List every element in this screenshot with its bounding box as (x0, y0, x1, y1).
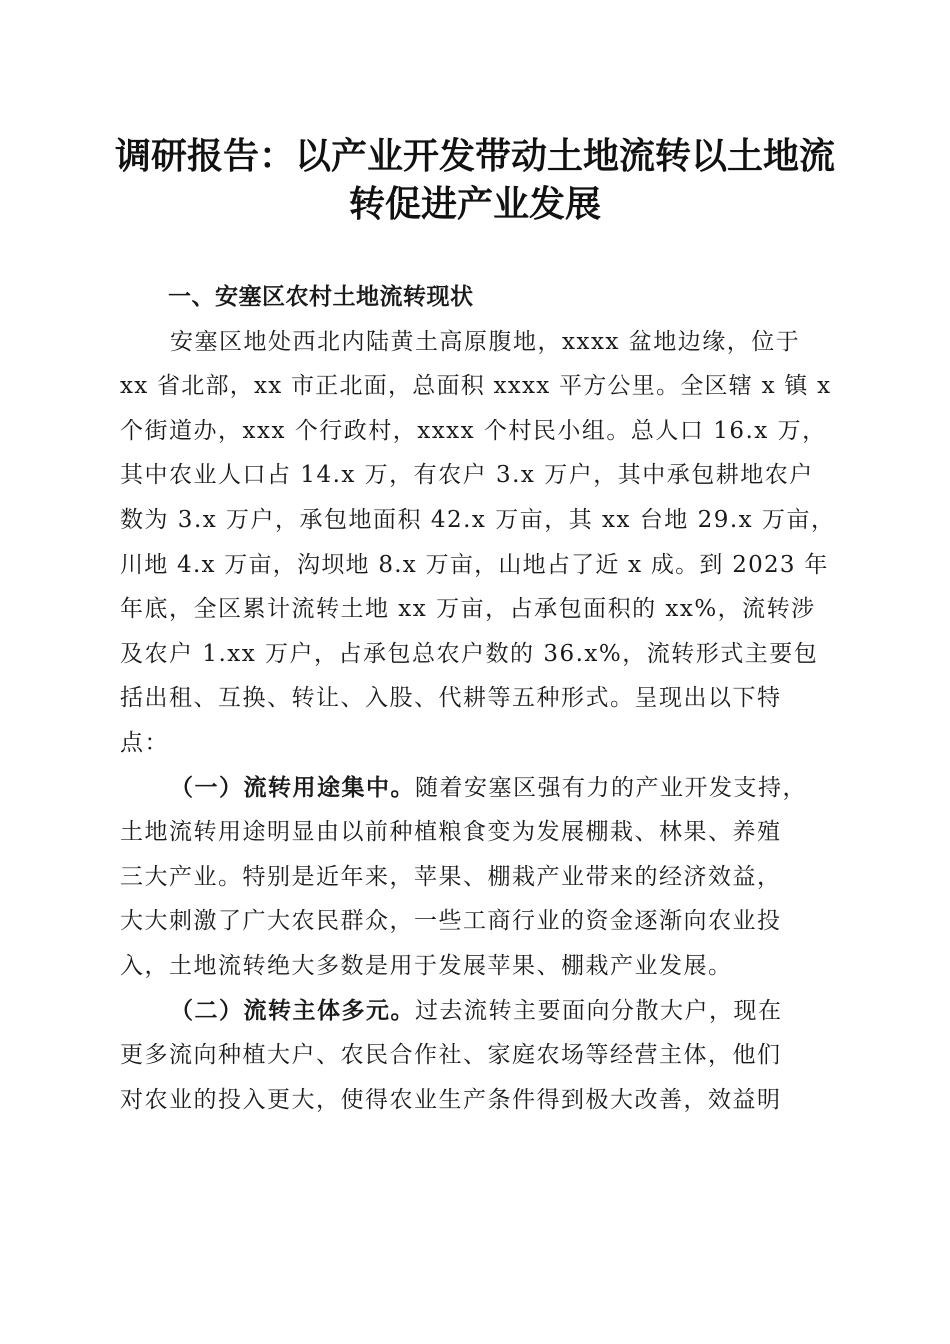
sub-paragraph-text: 过去流转主要面向分散大户，现在 (415, 997, 783, 1024)
paragraph-line: 川地 4.x 万亩，沟坝地 8.x 万亩，山地占了近 x 成。到 2023 年 (120, 551, 829, 578)
paragraph-line: xx 省北部，xx 市正北面，总面积 xxxx 平方公里。全区辖 x 镇 x (120, 373, 832, 400)
document-body (120, 275, 835, 1122)
paragraph-line: 入，土地流转绝大多数是用于发展苹果、棚栽产业发展。 (120, 952, 733, 979)
paragraph-line: 安塞区地处西北内陆黄土高原腹地，xxxx 盆地边缘，位于 (170, 328, 801, 355)
sub-heading-2: （二）流转主体多元。 (170, 996, 415, 1024)
title-line-2: 转促进产业发展 (348, 183, 601, 225)
paragraph-line: 数为 3.x 万户，承包地面积 42.x 万亩，其 xx 台地 29.x 万亩， (120, 506, 836, 533)
paragraph-line: 点： (120, 729, 169, 756)
sub-paragraph-first-line (120, 766, 835, 811)
document-title (90, 132, 860, 228)
section-heading: 一、安塞区农村土地流转现状 (168, 284, 474, 310)
paragraph-line: 及农户 1.xx 万户，占承包总农户数的 36.x%，流转形式主要包 (120, 640, 819, 667)
sub-paragraph-first-line (120, 989, 835, 1034)
paragraph-line: 更多流向种植大户、农民合作社、家庭农场等经营主体，他们 (120, 1042, 782, 1069)
paragraph-line: 年底，全区累计流转土地 xx 万亩，占承包面积的 xx%，流转涉 (120, 596, 816, 623)
paragraph-line: 大大刺激了广大农民群众，一些工商行业的资金逐渐向农业投 (120, 908, 782, 935)
sub-heading-1: （一）流转用途集中。 (170, 773, 415, 801)
sub-paragraph-text: 随着安塞区强有力的产业开发支持， (415, 774, 807, 801)
paragraph-line: 三大产业。特别是近年来，苹果、棚栽产业带来的经济效益， (120, 863, 782, 890)
title-line-1: 调研报告：以产业开发带动土地流转以土地流 (114, 135, 835, 177)
paragraph-line: 个街道办，xxx 个行政村，xxxx 个村民小组。总人口 16.x 万， (120, 417, 827, 444)
paragraph-line: 括出租、互换、转让、入股、代耕等五种形式。呈现出以下特 (120, 685, 782, 712)
paragraph-line: 土地流转用途明显由以前种植粮食变为发展棚栽、林果、养殖 (120, 819, 782, 846)
paragraph-line: 对农业的投入更大，使得农业生产条件得到极大改善，效益明 (120, 1086, 782, 1113)
paragraph-line: 其中农业人口占 14.x 万，有农户 3.x 万户，其中承包耕地农户 (120, 462, 814, 489)
